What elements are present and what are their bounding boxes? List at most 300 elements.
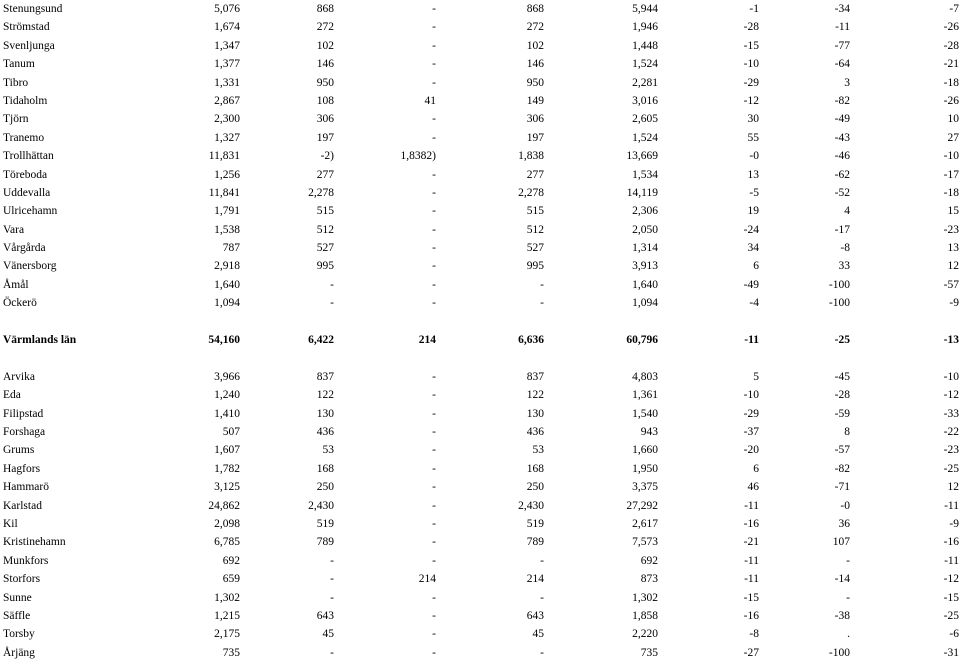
- value-col-1: 1,607: [214, 444, 240, 457]
- value-col-2: 277: [316, 168, 334, 181]
- municipality-name: Öckerö: [3, 297, 37, 310]
- change-col-2: 3: [844, 76, 850, 89]
- value-col-2: 45: [322, 628, 334, 641]
- value-col-2: 2,278: [308, 186, 334, 199]
- municipality-name: Vänersborg: [3, 260, 57, 273]
- table-row: [0, 552, 960, 570]
- value-col-5: 60,796: [626, 334, 658, 347]
- value-col-2: 868: [316, 3, 334, 15]
- value-col-5: 1,094: [632, 297, 658, 310]
- table-row: [0, 405, 960, 423]
- change-col-3: 10: [947, 113, 959, 126]
- value-col-3: 214: [418, 334, 436, 347]
- change-col-1: 6: [753, 260, 759, 273]
- value-col-1: 1,410: [214, 407, 240, 420]
- value-col-3: -: [432, 444, 436, 457]
- value-col-5: 2,281: [632, 76, 658, 89]
- table-row: [0, 147, 960, 165]
- value-col-2: -: [330, 573, 334, 586]
- value-col-1: 1,791: [214, 205, 240, 218]
- value-col-4: 519: [526, 517, 544, 530]
- value-col-1: 1,094: [214, 297, 240, 310]
- spacer-row: [0, 313, 960, 331]
- value-col-1: 1,331: [214, 76, 240, 89]
- value-col-1: 3,125: [214, 481, 240, 494]
- table-row: [0, 497, 960, 515]
- value-col-4: 527: [526, 242, 544, 255]
- value-col-5: 692: [640, 554, 658, 567]
- municipality-name: Uddevalla: [3, 186, 51, 199]
- change-col-3: 15: [947, 205, 959, 218]
- value-col-5: 2,617: [632, 517, 658, 530]
- municipality-name: Storfors: [3, 573, 41, 586]
- value-col-5: 1,448: [632, 39, 658, 52]
- value-col-5: 1,858: [632, 609, 658, 622]
- change-col-1: -8: [749, 628, 759, 641]
- value-col-1: 507: [222, 425, 240, 438]
- value-col-1: 2,918: [214, 260, 240, 273]
- change-col-2: -46: [834, 150, 850, 163]
- table-row: [0, 607, 960, 625]
- value-col-5: 3,016: [632, 94, 658, 107]
- value-col-3: -: [432, 517, 436, 530]
- value-col-2: -2): [320, 150, 334, 163]
- change-col-1: -16: [743, 609, 759, 622]
- value-col-3: -: [432, 113, 436, 126]
- value-col-5: 1,660: [632, 444, 658, 457]
- value-col-4: -: [540, 591, 544, 604]
- value-col-3: -: [432, 260, 436, 273]
- value-col-3: 214: [418, 573, 436, 586]
- value-col-1: 1,782: [214, 462, 240, 475]
- change-col-3: -15: [943, 591, 959, 604]
- value-col-4: 45: [532, 628, 544, 641]
- table-row: [0, 74, 960, 92]
- change-col-3: -16: [943, 536, 959, 549]
- value-col-2: 168: [316, 462, 334, 475]
- change-col-1: 5: [753, 370, 759, 383]
- value-col-3: -: [432, 278, 436, 291]
- change-col-1: -29: [743, 76, 759, 89]
- change-col-1: -1: [749, 3, 759, 15]
- change-col-3: -23: [943, 223, 959, 236]
- value-col-4: 122: [526, 389, 544, 402]
- value-col-1: 1,347: [214, 39, 240, 52]
- change-col-1: -15: [743, 591, 759, 604]
- value-col-2: 512: [316, 223, 334, 236]
- table-row: [0, 460, 960, 478]
- value-col-4: 149: [526, 94, 544, 107]
- value-col-3: -: [432, 591, 436, 604]
- value-col-4: -: [540, 554, 544, 567]
- municipality-name: Karlstad: [3, 499, 42, 512]
- change-col-2: -11: [835, 21, 850, 34]
- municipality-name: Kristinehamn: [3, 536, 66, 549]
- value-col-3: -: [432, 223, 436, 236]
- table-row: [0, 110, 960, 128]
- municipality-name: Hammarö: [3, 481, 49, 494]
- change-col-2: -100: [828, 278, 850, 291]
- value-col-4: -: [540, 646, 544, 659]
- value-col-5: 1,540: [632, 407, 658, 420]
- change-col-2: 36: [838, 517, 850, 530]
- change-col-1: -5: [749, 186, 759, 199]
- municipality-name: Strömstad: [3, 21, 50, 34]
- value-col-3: -: [432, 58, 436, 71]
- table-row: [0, 570, 960, 588]
- value-col-4: 950: [526, 76, 544, 89]
- value-col-1: 1,240: [214, 389, 240, 402]
- change-col-1: 55: [747, 131, 759, 144]
- municipality-name: Kil: [3, 517, 18, 530]
- value-col-1: 1,302: [214, 591, 240, 604]
- value-col-4: 436: [526, 425, 544, 438]
- value-col-4: 512: [526, 223, 544, 236]
- value-col-4: 102: [526, 39, 544, 52]
- value-col-1: 11,831: [208, 150, 240, 163]
- value-col-2: 527: [316, 242, 334, 255]
- value-col-3: -: [432, 646, 436, 659]
- value-col-4: 837: [526, 370, 544, 383]
- change-col-1: -28: [743, 21, 759, 34]
- change-col-2: 4: [844, 205, 850, 218]
- change-col-1: -0: [749, 150, 759, 163]
- value-col-1: 2,175: [214, 628, 240, 641]
- value-col-3: -: [432, 39, 436, 52]
- value-col-5: 4,803: [632, 370, 658, 383]
- change-col-2: -64: [834, 58, 850, 71]
- table-row: [0, 423, 960, 441]
- value-col-1: 692: [222, 554, 240, 567]
- value-col-3: -: [432, 536, 436, 549]
- table-row: [0, 276, 960, 294]
- municipality-name: Tidaholm: [3, 94, 48, 107]
- value-col-4: 2,430: [518, 499, 544, 512]
- municipality-name: Vara: [3, 223, 25, 236]
- change-col-2: -25: [834, 334, 850, 347]
- value-col-2: 995: [316, 260, 334, 273]
- value-col-1: 659: [222, 573, 240, 586]
- value-col-2: 950: [316, 76, 334, 89]
- value-col-3: -: [432, 186, 436, 199]
- value-col-1: 11,841: [208, 186, 240, 199]
- value-col-2: 108: [316, 94, 334, 107]
- change-col-3: -12: [943, 389, 959, 402]
- value-col-3: -: [432, 628, 436, 641]
- value-col-5: 3,375: [632, 481, 658, 494]
- value-col-3: -: [432, 76, 436, 89]
- value-col-4: 277: [526, 168, 544, 181]
- value-col-1: 1,215: [214, 609, 240, 622]
- change-col-2: -100: [828, 297, 850, 310]
- municipality-name: Värmlands län: [3, 334, 77, 347]
- value-col-4: 130: [526, 407, 544, 420]
- value-col-1: 24,862: [208, 499, 240, 512]
- value-col-5: 1,946: [632, 21, 658, 34]
- value-col-4: 643: [526, 609, 544, 622]
- value-col-4: -: [540, 278, 544, 291]
- value-col-4: 2,278: [518, 186, 544, 199]
- value-col-1: 2,098: [214, 517, 240, 530]
- value-col-5: 3,913: [632, 260, 658, 273]
- change-col-2: -82: [834, 94, 850, 107]
- change-col-3: -6: [949, 628, 959, 641]
- value-col-2: 436: [316, 425, 334, 438]
- change-col-1: -29: [743, 407, 759, 420]
- change-col-1: 6: [753, 462, 759, 475]
- value-col-3: -: [432, 3, 436, 15]
- value-col-3: -: [432, 609, 436, 622]
- table-row: [0, 644, 960, 662]
- change-col-3: -9: [949, 517, 959, 530]
- municipality-name: Torsby: [3, 628, 35, 641]
- value-col-5: 5,944: [632, 3, 658, 15]
- value-col-3: -: [432, 205, 436, 218]
- change-col-3: -9: [949, 297, 959, 310]
- value-col-1: 2,300: [214, 113, 240, 126]
- change-col-1: 34: [747, 242, 759, 255]
- change-col-2: -49: [834, 113, 850, 126]
- value-col-2: -: [330, 646, 334, 659]
- value-col-3: -: [432, 297, 436, 310]
- change-col-3: -57: [943, 278, 959, 291]
- change-col-2: -8: [840, 242, 850, 255]
- change-col-3: -33: [943, 407, 959, 420]
- table-row: [0, 533, 960, 551]
- change-col-1: -11: [744, 499, 759, 512]
- change-col-3: -25: [943, 462, 959, 475]
- change-col-3: -26: [943, 21, 959, 34]
- table-row: [0, 515, 960, 533]
- value-col-4: 272: [526, 21, 544, 34]
- change-col-1: 13: [747, 168, 759, 181]
- value-col-5: 1,950: [632, 462, 658, 475]
- change-col-2: -28: [834, 389, 850, 402]
- change-col-3: -18: [943, 76, 959, 89]
- table-row: [0, 239, 960, 257]
- value-col-1: 1,640: [214, 278, 240, 291]
- value-col-1: 1,256: [214, 168, 240, 181]
- value-col-5: 13,669: [626, 150, 658, 163]
- change-col-1: 19: [747, 205, 759, 218]
- municipality-name: Svenljunga: [3, 39, 55, 52]
- change-col-2: -14: [834, 573, 850, 586]
- table-row: [0, 386, 960, 404]
- table-row: [0, 0, 960, 18]
- value-col-5: 1,524: [632, 58, 658, 71]
- value-col-4: 168: [526, 462, 544, 475]
- municipality-name: Stenungsund: [3, 3, 63, 15]
- municipality-name: Tanum: [3, 58, 35, 71]
- value-col-3: -: [432, 425, 436, 438]
- table-row: [0, 589, 960, 607]
- value-col-5: 27,292: [626, 499, 658, 512]
- change-col-3: -10: [943, 150, 959, 163]
- value-col-3: -: [432, 499, 436, 512]
- change-col-1: -21: [743, 536, 759, 549]
- change-col-2: 33: [838, 260, 850, 273]
- change-col-3: -23: [943, 444, 959, 457]
- value-col-2: -: [330, 554, 334, 567]
- value-col-4: 197: [526, 131, 544, 144]
- change-col-1: -10: [743, 389, 759, 402]
- table-row: [0, 202, 960, 220]
- municipality-name: Ulricehamn: [3, 205, 58, 218]
- value-col-1: 1,674: [214, 21, 240, 34]
- value-col-4: 214: [526, 573, 544, 586]
- value-col-5: 1,640: [632, 278, 658, 291]
- change-col-3: -31: [943, 646, 959, 659]
- change-col-1: -11: [744, 573, 759, 586]
- value-col-5: 873: [640, 573, 658, 586]
- change-col-3: -7: [949, 3, 959, 15]
- value-col-4: 306: [526, 113, 544, 126]
- table-row: [0, 92, 960, 110]
- change-col-1: -11: [744, 554, 759, 567]
- value-col-3: -: [432, 462, 436, 475]
- value-col-5: 1,534: [632, 168, 658, 181]
- change-col-1: -16: [743, 517, 759, 530]
- change-col-1: 30: [747, 113, 759, 126]
- value-col-4: 1,838: [518, 150, 544, 163]
- municipality-name: Tranemo: [3, 131, 45, 144]
- value-col-3: -: [432, 389, 436, 402]
- municipality-name: Tjörn: [3, 113, 29, 126]
- value-col-2: 306: [316, 113, 334, 126]
- change-col-3: -17: [943, 168, 959, 181]
- value-col-1: 54,160: [208, 334, 240, 347]
- change-col-1: -37: [743, 425, 759, 438]
- change-col-3: 12: [947, 481, 959, 494]
- value-col-3: -: [432, 481, 436, 494]
- change-col-1: -4: [749, 297, 759, 310]
- value-col-4: 146: [526, 58, 544, 71]
- value-col-5: 735: [640, 646, 658, 659]
- change-col-1: -49: [743, 278, 759, 291]
- value-col-3: -: [432, 131, 436, 144]
- change-col-3: -21: [943, 58, 959, 71]
- municipality-name: Trollhättan: [3, 150, 54, 163]
- change-col-3: -12: [943, 573, 959, 586]
- value-col-4: 789: [526, 536, 544, 549]
- change-col-3: -11: [944, 554, 959, 567]
- value-col-2: 519: [316, 517, 334, 530]
- change-col-2: -34: [834, 3, 850, 15]
- value-col-1: 6,785: [214, 536, 240, 549]
- county-total-row: [0, 331, 960, 349]
- value-col-2: -: [330, 591, 334, 604]
- municipality-name: Åmål: [3, 278, 29, 291]
- value-col-2: 272: [316, 21, 334, 34]
- value-col-1: 1,327: [214, 131, 240, 144]
- municipality-name: Eda: [3, 389, 21, 402]
- value-col-4: 515: [526, 205, 544, 218]
- municipality-name: Forshaga: [3, 425, 46, 438]
- change-col-3: -13: [943, 334, 959, 347]
- value-col-2: -: [330, 278, 334, 291]
- value-col-5: 7,573: [632, 536, 658, 549]
- table-row: [0, 221, 960, 239]
- value-col-2: 789: [316, 536, 334, 549]
- value-col-2: 2,430: [308, 499, 334, 512]
- change-col-2: -38: [834, 609, 850, 622]
- change-col-2: 107: [832, 536, 850, 549]
- value-col-5: 2,050: [632, 223, 658, 236]
- value-col-3: -: [432, 21, 436, 34]
- table-row: [0, 441, 960, 459]
- change-col-1: -12: [743, 94, 759, 107]
- change-col-2: .: [847, 628, 850, 641]
- spacer-row: [0, 349, 960, 367]
- value-col-1: 2,867: [214, 94, 240, 107]
- change-col-2: -43: [834, 131, 850, 144]
- value-col-5: 1,361: [632, 389, 658, 402]
- value-col-3: -: [432, 168, 436, 181]
- value-col-5: 2,220: [632, 628, 658, 641]
- change-col-2: -17: [834, 223, 850, 236]
- change-col-2: -: [846, 591, 850, 604]
- table-row: [0, 129, 960, 147]
- change-col-2: -52: [834, 186, 850, 199]
- value-col-4: -: [540, 297, 544, 310]
- municipality-name: Filipstad: [3, 407, 44, 420]
- value-col-4: 53: [532, 444, 544, 457]
- value-col-1: 3,966: [214, 370, 240, 383]
- municipality-name: Hagfors: [3, 462, 41, 475]
- table-row: [0, 257, 960, 275]
- change-col-2: -0: [840, 499, 850, 512]
- value-col-2: 146: [316, 58, 334, 71]
- change-col-2: -62: [834, 168, 850, 181]
- municipality-name: Munkfors: [3, 554, 49, 567]
- value-col-5: 1,314: [632, 242, 658, 255]
- change-col-1: 46: [747, 481, 759, 494]
- change-col-1: -11: [744, 334, 759, 347]
- value-col-5: 2,605: [632, 113, 658, 126]
- value-col-4: 995: [526, 260, 544, 273]
- value-col-4: 6,636: [518, 334, 544, 347]
- municipality-name: Årjäng: [3, 646, 35, 659]
- municipality-name: Säffle: [3, 609, 31, 622]
- value-col-3: -: [432, 370, 436, 383]
- table-row: [0, 184, 960, 202]
- change-col-3: 13: [947, 242, 959, 255]
- municipality-name: Töreboda: [3, 168, 48, 181]
- value-col-2: 6,422: [308, 334, 334, 347]
- municipality-name: Arvika: [3, 370, 35, 383]
- table-row: [0, 37, 960, 55]
- value-col-2: 102: [316, 39, 334, 52]
- change-col-3: -25: [943, 609, 959, 622]
- change-col-3: 12: [947, 260, 959, 273]
- table-row: [0, 55, 960, 73]
- value-col-3: 41: [424, 94, 436, 107]
- change-col-1: -15: [743, 39, 759, 52]
- value-col-2: 130: [316, 407, 334, 420]
- value-col-5: 2,306: [632, 205, 658, 218]
- change-col-2: -59: [834, 407, 850, 420]
- change-col-3: 27: [947, 131, 959, 144]
- change-col-1: -24: [743, 223, 759, 236]
- value-col-5: 943: [640, 425, 658, 438]
- table-row: [0, 294, 960, 312]
- change-col-1: -27: [743, 646, 759, 659]
- change-col-1: -20: [743, 444, 759, 457]
- change-col-2: -45: [834, 370, 850, 383]
- table-row: [0, 368, 960, 386]
- value-col-2: 250: [316, 481, 334, 494]
- value-col-1: 1,377: [214, 58, 240, 71]
